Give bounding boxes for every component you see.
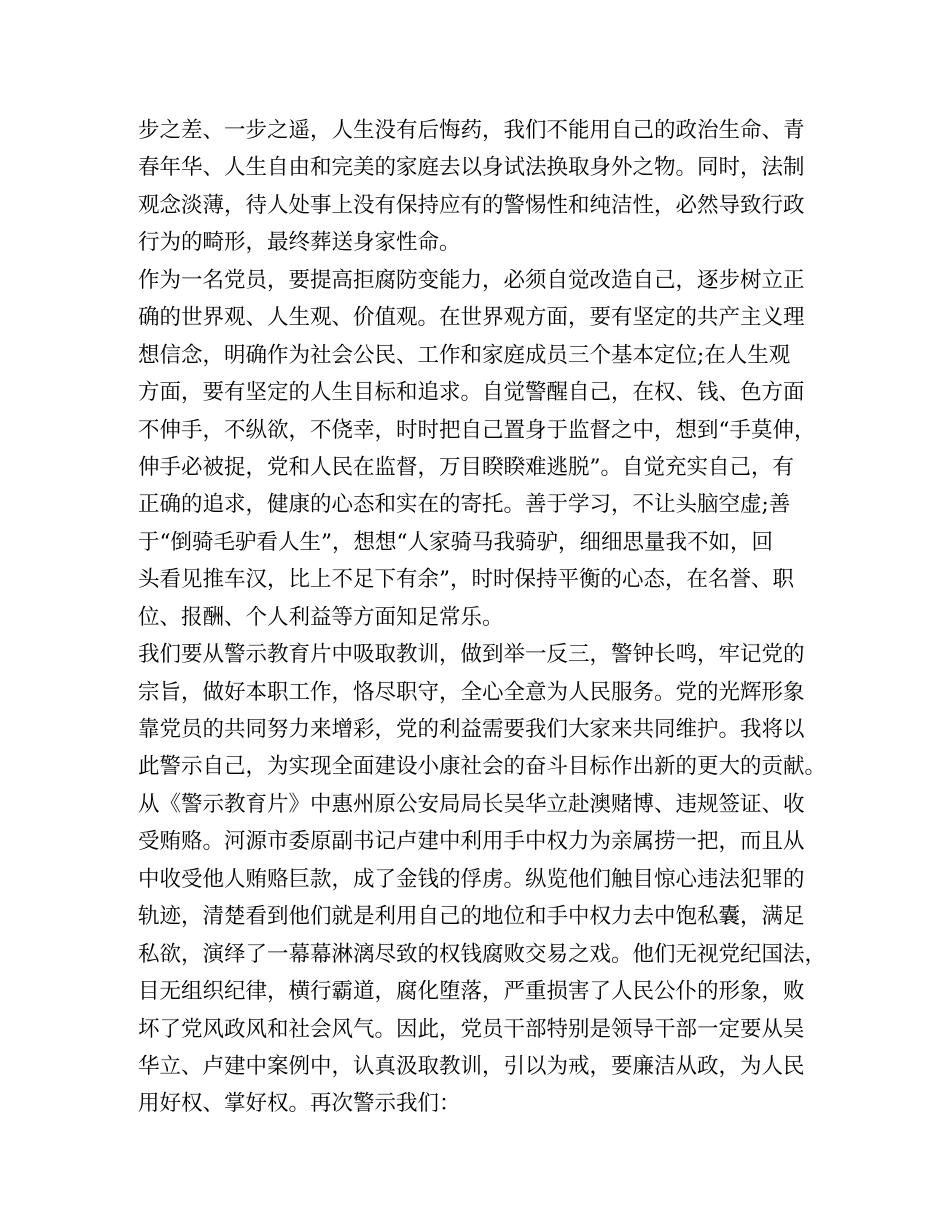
text-line: 我们要从警示教育片中吸取教训，做到举一反三，警钟长鸣，牢记党的: [138, 642, 805, 668]
text-line: 私欲，演绎了一幕幕淋漓尽致的权钱腐败交易之戏。他们无视党纪国法，: [138, 941, 827, 967]
text-line: 从《警示教育片》中惠州原公安局局长吴华立赴澳赌博、违规签证、收: [138, 791, 805, 817]
text-line: 确的世界观、人生观、价值观。在世界观方面，要有坚定的共产主义理: [138, 305, 805, 331]
text-line: 想信念，明确作为社会公民、工作和家庭成员三个基本定位;在人生观: [138, 342, 791, 368]
text-line: 正确的追求，健康的心态和实在的寄托。善于学习，不让头脑空虚;善: [138, 492, 791, 518]
text-line: 不伸手，不纵欲，不侥幸，时时把自己置身于监督之中，想到“手莫伸，: [138, 417, 816, 443]
text-line: 春年华、人生自由和完美的家庭去以身试法换取身外之物。同时，法制: [138, 155, 805, 181]
text-line: 宗旨，做好本职工作，恪尽职守，全心全意为人民服务。党的光辉形象: [138, 679, 805, 705]
text-line: 行为的畸形，最终葬送身家性命。: [138, 230, 461, 256]
text-line: 此警示自己，为实现全面建设小康社会的奋斗目标作出新的更大的贡献。: [138, 754, 827, 780]
text-line: 方面，要有坚定的人生目标和追求。自觉警醒自己，在权、钱、色方面: [138, 380, 805, 406]
text-line: 目无组织纪律，横行霸道，腐化堕落，严重损害了人民公仆的形象，败: [138, 979, 805, 1005]
text-line: 作为一名党员，要提高拒腐防变能力，必须自觉改造自己，逐步树立正: [138, 267, 805, 293]
text-line: 位、报酬、个人利益等方面知足常乐。: [138, 604, 504, 630]
text-line: 用好权、掌好权。再次警示我们：: [138, 1091, 461, 1117]
text-line: 步之差、一步之遥，人生没有后悔药，我们不能用自己的政治生命、青: [138, 118, 805, 143]
text-line: 华立、卢建中案例中，认真汲取教训，引以为戒，要廉洁从政，为人民: [138, 1053, 805, 1079]
text-line: 中收受他人贿赂巨款，成了金钱的俘虏。纵览他们触目惊心违法犯罪的: [138, 866, 805, 892]
text-line: 于“倒骑毛驴看人生”，想想“人家骑马我骑驴，细细思量我不如，回: [138, 529, 773, 555]
text-line: 伸手必被捉，党和人民在监督，万目睽睽难逃脱”。自觉充实自己，有: [138, 454, 794, 480]
text-line: 受贿赂。河源市委原副书记卢建中利用手中权力为亲属捞一把，而且从: [138, 829, 805, 855]
text-line: 坏了党风政风和社会风气。因此，党员干部特别是领导干部一定要从吴: [138, 1016, 805, 1042]
text-line: 头看见推车汉，比上不足下有余”，时时保持平衡的心态，在名誉、职: [138, 567, 794, 593]
text-line: 观念淡薄，待人处事上没有保持应有的警惕性和纯洁性，必然导致行政: [138, 192, 805, 218]
document-body: [138, 112, 828, 1123]
text-line: 轨迹，清楚看到他们就是利用自己的地位和手中权力去中饱私囊，满足: [138, 904, 805, 930]
text-line: 靠党员的共同努力来增彩，党的利益需要我们大家来共同维护。我将以: [138, 717, 805, 742]
